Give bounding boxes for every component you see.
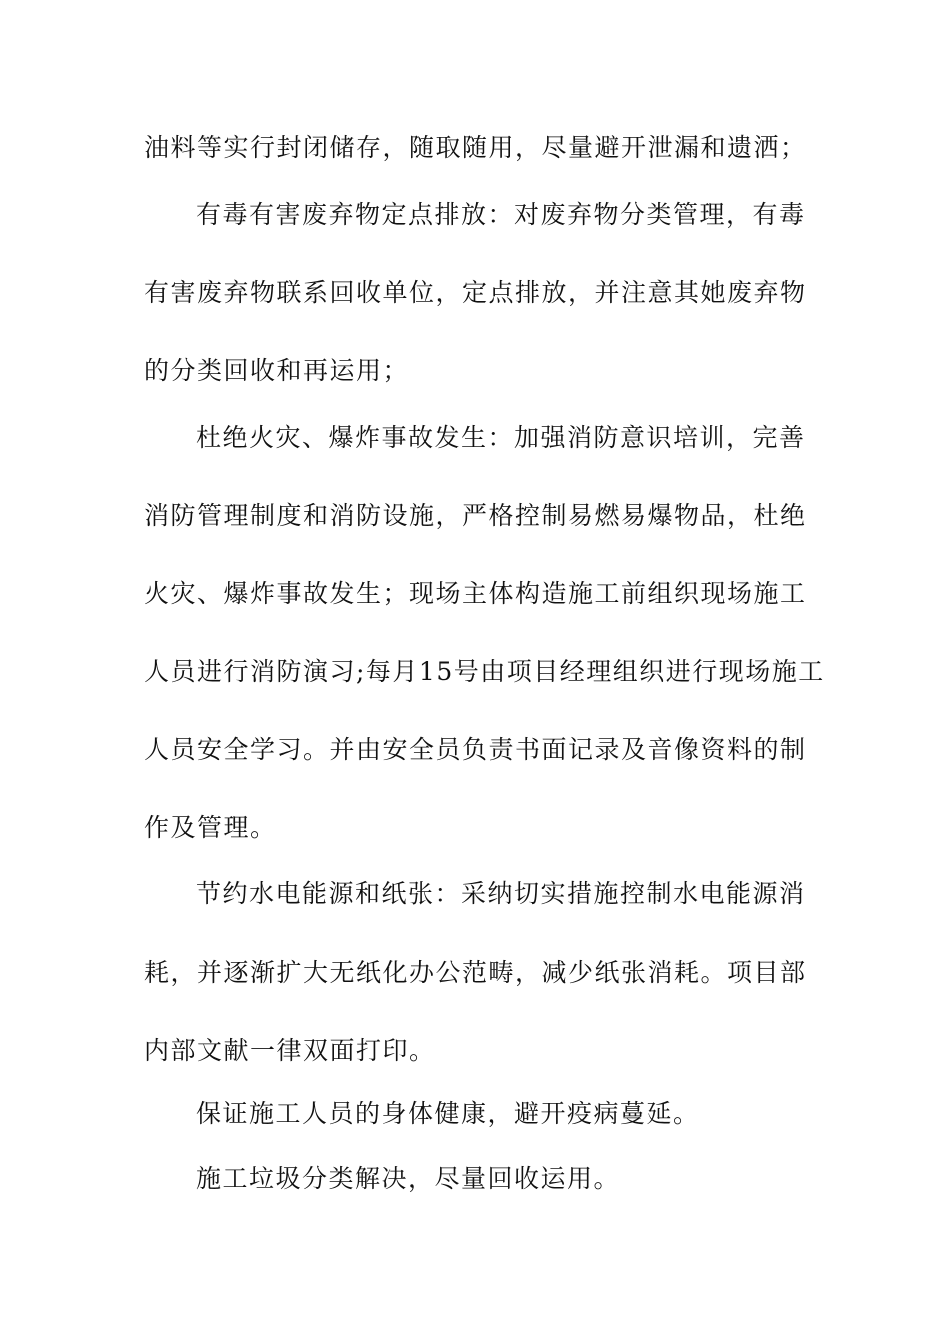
text-line: 消防管理制度和消防设施，严格控制易燃易爆物品，杜绝 — [144, 501, 807, 530]
paragraph-toxic-waste: 有毒有害废弃物定点排放：对废弃物分类管理，有毒 — [196, 200, 806, 229]
text-line: 内部文献一律双面打印。 — [144, 1036, 436, 1065]
paragraph-energy-saving: 节约水电能源和纸张：采纳切实措施控制水电能源消 — [196, 879, 806, 908]
text-line: 人员安全学习。并由安全员负责书面记录及音像资料的制 — [144, 735, 807, 764]
paragraph-waste-sorting: 施工垃圾分类解决，尽量回收运用。 — [196, 1164, 621, 1193]
text-line: 的分类回收和再运用； — [144, 356, 410, 385]
paragraph-health: 保证施工人员的身体健康，避开疫病蔓延。 — [196, 1099, 700, 1128]
text-line: 作及管理。 — [144, 813, 277, 842]
text-line: 人员进行消防演习;每月15号由项目经理组织进行现场施工 — [144, 657, 825, 686]
text-line: 油料等实行封闭储存，随取随用，尽量避开泄漏和遗洒； — [144, 133, 807, 162]
paragraph-fire-prevention: 杜绝火灾、爆炸事故发生：加强消防意识培训，完善 — [196, 423, 806, 452]
text-line: 有害废弃物联系回收单位，定点排放，并注意其她废弃物 — [144, 278, 807, 307]
text-line: 耗，并逐渐扩大无纸化办公范畴，减少纸张消耗。项目部 — [144, 958, 807, 987]
text-line: 火灾、爆炸事故发生；现场主体构造施工前组织现场施工 — [144, 579, 807, 608]
